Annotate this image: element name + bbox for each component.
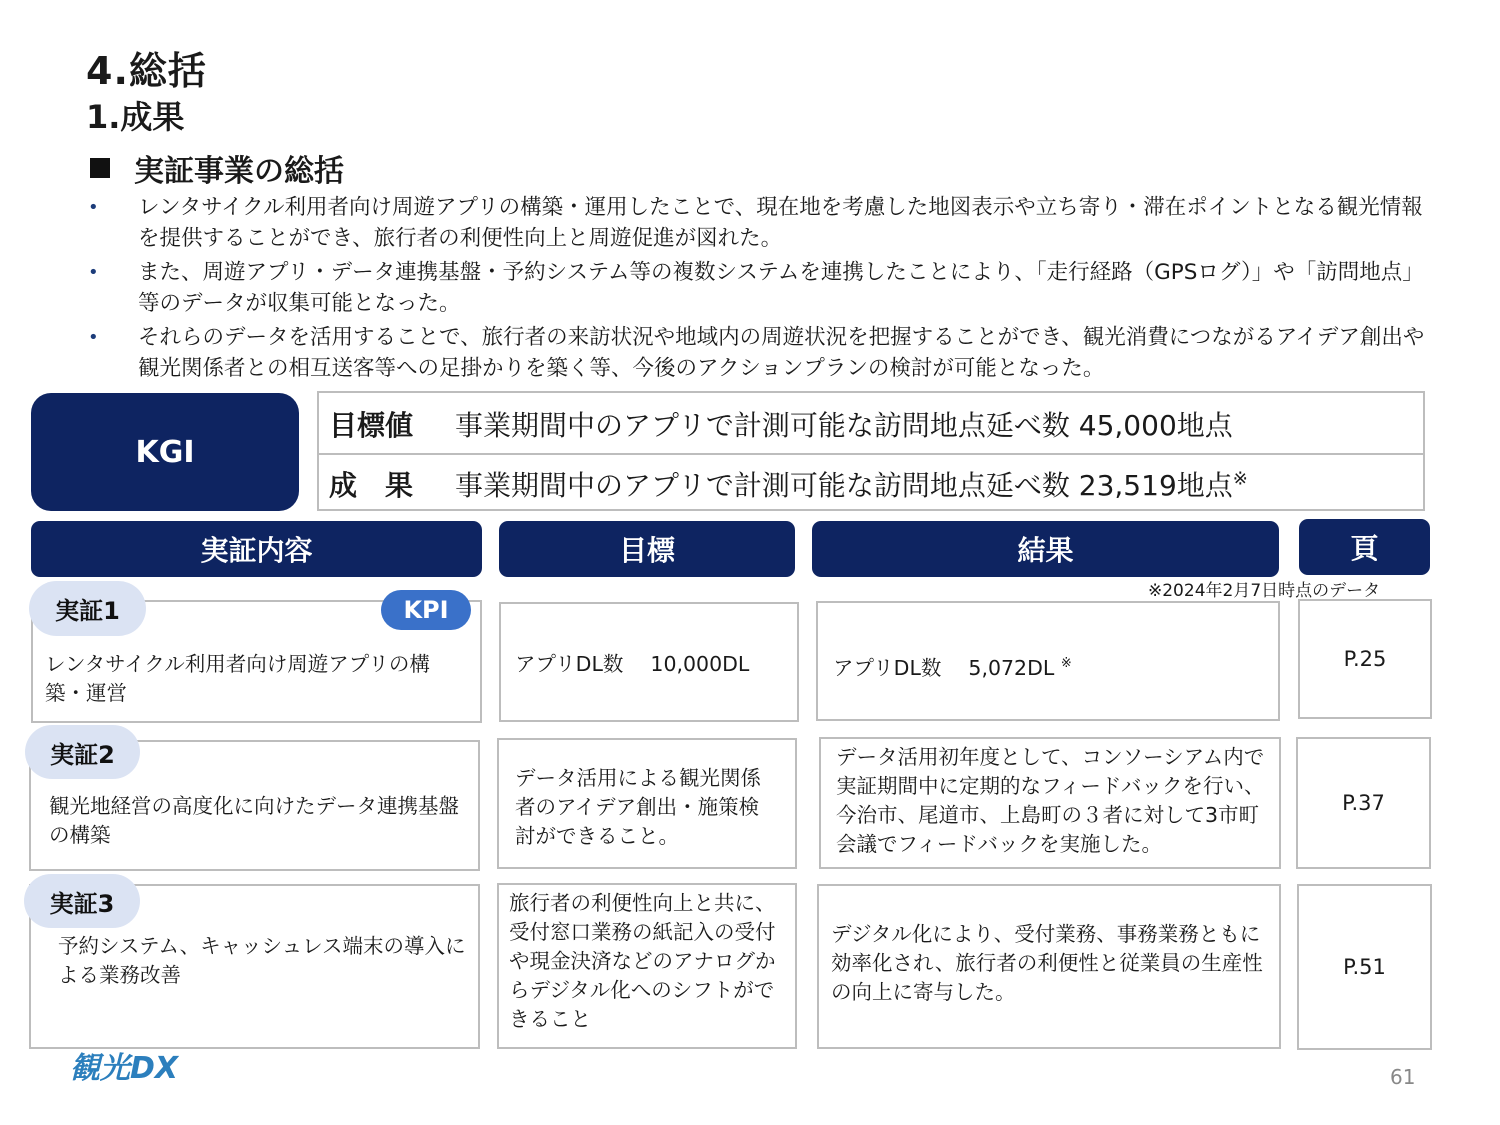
bullet-item (84, 257, 1444, 319)
row2-tag: 実証2 (25, 725, 140, 779)
section-title: 4.総括 (86, 49, 207, 93)
bullet-item (84, 192, 1444, 254)
row1-tag: 実証1 (29, 581, 146, 636)
bullet-item (84, 322, 1444, 384)
header-goal: 目標 (499, 521, 795, 577)
kgi-result-text: 事業期間中のアプリで計測可能な訪問地点延べ数 23,519地点 (455, 469, 1233, 502)
data-date-note: ※2024年2月7日時点のデータ (1148, 581, 1381, 601)
bullet-text: それらのデータを活用することで、旅行者の来訪状況や地域内の周遊状況を把握することができ、観光消費につながるアイデア創出や観光関係者との相互送客等への足掛かりを築く等、今後のアクションプランの検討が可能となった。 (138, 325, 1425, 381)
row1-result-mark: ※ (1060, 656, 1072, 671)
row1-result-cell (816, 601, 1280, 721)
header-page: 頁 (1299, 519, 1430, 575)
kgi-target-value: 事業期間中のアプリで計測可能な訪問地点延べ数 45,000地点 (455, 409, 1233, 442)
row1-goal-cell (499, 602, 799, 722)
subsection-title: 1.成果 (86, 98, 185, 136)
row2-result-text: データ活用初年度として、コンソーシアム内で実証期間中に定期的なフィードバックを行い、今治市、尾道市、上島町の３者に対して3市町会議でフィードバックを実施した。 (836, 745, 1265, 856)
row1-page-cell: P.25 (1298, 599, 1432, 719)
kgi-target-label: 目標値 (329, 409, 414, 442)
topic-heading (90, 146, 344, 190)
bullet-dot-icon: • (88, 197, 99, 218)
bullet-dot-icon: • (88, 327, 99, 348)
topic-heading-text: 実証事業の総括 (134, 154, 344, 189)
square-bullet-icon (90, 158, 110, 178)
kgi-result-mark: ※ (1232, 468, 1248, 490)
kgi-result-label: 成 果 (329, 469, 414, 502)
kanko-dx-logo: 観光DX (70, 1051, 179, 1086)
row3-page-cell: P.51 (1297, 884, 1432, 1050)
row1-content-text: レンタサイクル利用者向け周遊アプリの構築・運営 (45, 652, 430, 705)
kgi-badge: KGI (31, 393, 299, 511)
bullet-dot-icon: • (88, 262, 99, 283)
row2-goal-cell (497, 738, 797, 869)
bullet-text: また、周遊アプリ・データ連携基盤・予約システム等の複数システムを連携したことにより、「走行経路（GPSログ）」や「訪問地点」等のデータが収集可能となった。 (138, 260, 1424, 316)
row3-result-cell (817, 884, 1281, 1049)
row1-result-text (833, 649, 1072, 683)
kgi-result-row (319, 455, 1423, 513)
kgi-result-value (441, 464, 1248, 504)
row3-result-text: デジタル化により、受付業務、事務業務ともに効率化され、旅行者の利便性と従業員の生産性の向上に寄与した。 (831, 922, 1263, 1004)
header-result: 結果 (812, 521, 1279, 577)
row3-tag: 実証3 (24, 874, 140, 928)
row3-goal-cell (497, 883, 797, 1049)
row1-goal-text: アプリDL数 10,000DL (515, 652, 750, 676)
row2-goal-text: データ活用による観光関係者のアイデア創出・施策検討ができること。 (515, 766, 761, 848)
row3-goal-text: 旅行者の利便性向上と共に、受付窓口業務の紙記入の受付や現金決済などのアナログからデジタル化へのシフトができること (509, 891, 776, 1031)
row2-result-cell (819, 737, 1281, 869)
kpi-badge: KPI (381, 590, 471, 630)
kgi-table (317, 391, 1425, 511)
row3-content-text: 予約システム、キャッシュレス端末の導入による業務改善 (58, 934, 466, 987)
page-number: 61 (1390, 1065, 1416, 1089)
bullet-text: レンタサイクル利用者向け周遊アプリの構築・運用したことで、現在地を考慮した地図表示や立ち寄り・滞在ポイントとなる観光情報を提供することができ、旅行者の利便性向上と周遊促進が図れた。 (138, 195, 1423, 251)
summary-bullets (84, 192, 1444, 387)
row2-content-text: 観光地経営の高度化に向けたデータ連携基盤の構築 (49, 794, 459, 847)
row2-page-cell: P.37 (1296, 737, 1431, 869)
row1-result-value: アプリDL数 5,072DL (833, 655, 1055, 680)
kgi-target-row (319, 395, 1423, 455)
header-content: 実証内容 (31, 521, 482, 577)
